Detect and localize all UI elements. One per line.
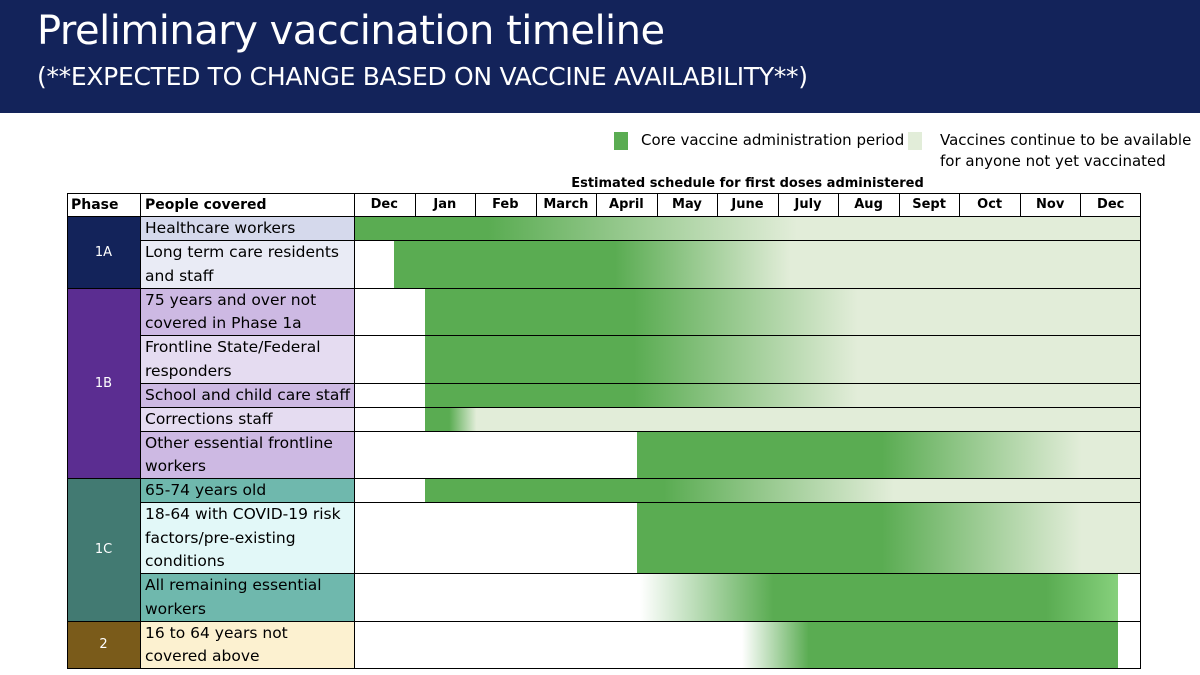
legend-available-label-line2: for anyone not yet vaccinated: [940, 152, 1166, 170]
page-title: Preliminary vaccination timeline: [37, 8, 665, 54]
phase-label-1c: 1C: [67, 479, 140, 622]
vaccination-period-bar: [425, 479, 1141, 502]
month-divider: [899, 193, 900, 217]
table-people-divider: [140, 193, 141, 217]
legend-available-label-line1: Vaccines continue to be available: [940, 131, 1192, 149]
page-subtitle: (**EXPECTED TO CHANGE BASED ON VACCINE AVAILABILITY**): [37, 62, 808, 91]
table-header-border: [67, 216, 1141, 217]
timeline-lane: [354, 384, 1141, 408]
month-header-0: Dec: [370, 197, 398, 212]
timeline-lane: [354, 622, 1141, 670]
month-header-8: Aug: [854, 197, 883, 212]
timeline-lane: [354, 289, 1141, 337]
people-covered-cell: 16 to 64 years not covered above: [140, 622, 354, 670]
month-divider: [717, 193, 718, 217]
month-divider: [959, 193, 960, 217]
vaccination-period-bar: [742, 622, 1117, 669]
month-divider: [657, 193, 658, 217]
schedule-caption: Estimated schedule for first doses administered: [571, 176, 924, 191]
people-covered-cell: Healthcare workers: [140, 217, 354, 241]
month-header-11: Nov: [1036, 197, 1065, 212]
timeline-lane: [354, 503, 1141, 574]
month-divider: [596, 193, 597, 217]
timeline-lane: [354, 574, 1141, 622]
people-column-header: People covered: [145, 197, 267, 213]
people-covered-cell: Long term care residents and staff: [140, 241, 354, 289]
vaccination-period-bar: [394, 241, 1141, 288]
vaccination-period-bar: [355, 217, 1141, 240]
table-lane-divider: [354, 193, 355, 217]
month-divider: [1020, 193, 1021, 217]
month-header-7: July: [794, 197, 822, 212]
phase-column-header: Phase: [71, 197, 119, 213]
month-header-5: May: [672, 197, 702, 212]
phase-label-1b: 1B: [67, 289, 140, 480]
month-header-3: March: [543, 197, 589, 212]
people-covered-cell: School and child care staff: [140, 384, 354, 408]
people-covered-cell: Frontline State/Federal responders: [140, 336, 354, 384]
timeline-lane: [354, 241, 1141, 289]
table-right-border: [1140, 193, 1141, 669]
month-divider: [475, 193, 476, 217]
month-divider: [415, 193, 416, 217]
month-header-9: Sept: [912, 197, 946, 212]
vaccination-period-bar: [640, 574, 1118, 621]
people-covered-cell: 18-64 with COVID-19 risk factors/pre-existing conditions: [140, 503, 354, 574]
timeline-lane: [354, 408, 1141, 432]
people-covered-cell: 65-74 years old: [140, 479, 354, 503]
vaccination-period-bar: [637, 503, 1142, 573]
timeline-lane: [354, 217, 1141, 241]
month-divider: [1080, 193, 1081, 217]
people-covered-cell: Other essential frontline workers: [140, 432, 354, 480]
month-divider: [536, 193, 537, 217]
month-header-4: April: [609, 197, 644, 212]
people-covered-cell: All remaining essential workers: [140, 574, 354, 622]
month-divider: [838, 193, 839, 217]
month-header-10: Oct: [977, 197, 1003, 212]
vaccination-period-bar: [637, 432, 1142, 479]
vaccination-period-bar: [425, 289, 1141, 336]
month-header-6: June: [731, 197, 764, 212]
month-header-12: Dec: [1097, 197, 1125, 212]
phase-label-1a: 1A: [67, 217, 140, 289]
month-header-1: Jan: [433, 197, 457, 212]
people-covered-cell: 75 years and over not covered in Phase 1a: [140, 289, 354, 337]
month-header-2: Feb: [492, 197, 519, 212]
table-top-border: [67, 193, 1141, 194]
timeline-lane: [354, 432, 1141, 480]
people-covered-cell: Corrections staff: [140, 408, 354, 432]
legend-core-label: Core vaccine administration period: [641, 131, 905, 149]
table-left-border: [67, 193, 68, 669]
timeline-lane: [354, 479, 1141, 503]
vaccination-period-bar: [425, 384, 1141, 407]
month-divider: [778, 193, 779, 217]
vaccination-period-bar: [425, 408, 1141, 431]
vaccination-period-bar: [425, 336, 1141, 383]
phase-label-2: 2: [67, 622, 140, 670]
timeline-lane: [354, 336, 1141, 384]
